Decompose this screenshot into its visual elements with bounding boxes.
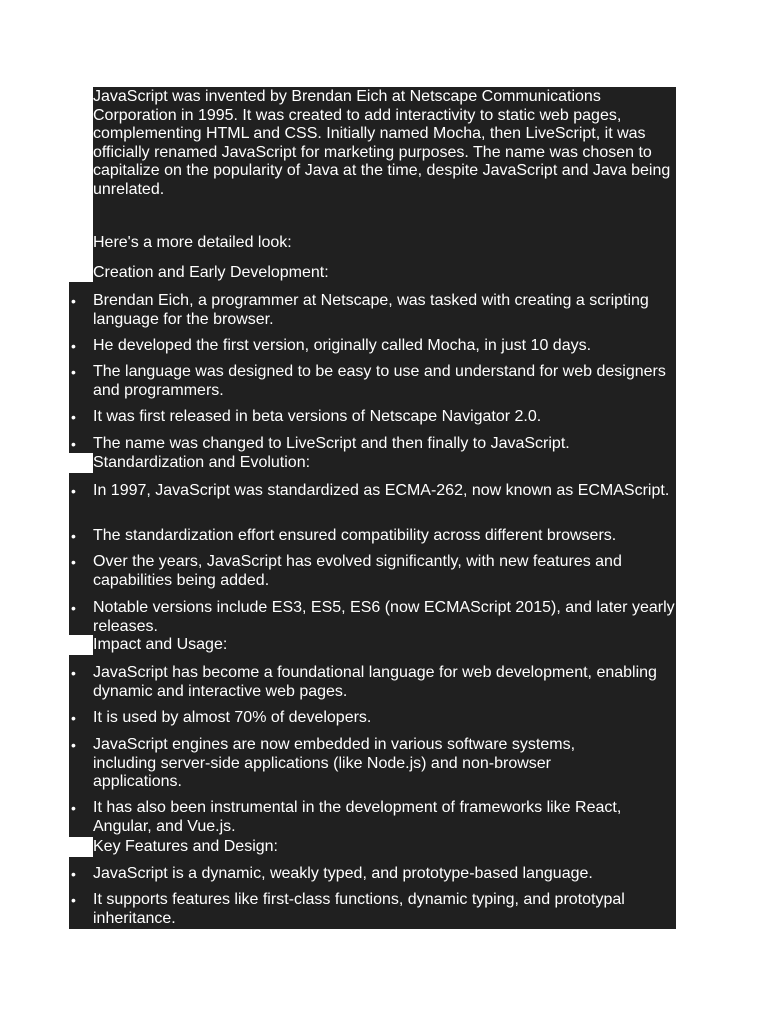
bullet-icon: • bbox=[71, 436, 76, 452]
bullet-icon: • bbox=[71, 710, 76, 726]
section-heading: Impact and Usage: bbox=[93, 636, 228, 653]
bullet-icon: • bbox=[71, 483, 76, 499]
bullet-icon: • bbox=[71, 554, 76, 570]
list-item: Notable versions include ES3, ES5, ES6 (now ECMAScript 2015), and later yearly releases. bbox=[93, 599, 675, 635]
list-item: He developed the first version, originally called Mocha, in just 10 days. bbox=[93, 337, 592, 354]
list-item: JavaScript is a dynamic, weakly typed, and prototype-based language. bbox=[93, 865, 593, 882]
bullet-icon: • bbox=[71, 293, 76, 309]
section-heading: Creation and Early Development: bbox=[93, 264, 329, 281]
list-item: JavaScript has become a foundational language for web development, enabling dynamic and interactive web pages. bbox=[93, 664, 657, 700]
list-item: It is used by almost 70% of developers. bbox=[93, 709, 372, 726]
bullet-icon: • bbox=[71, 364, 76, 380]
list-item: In 1997, JavaScript was standardized as ECMA-262, now known as ECMAScript. bbox=[93, 482, 670, 499]
bullet-icon: • bbox=[71, 338, 76, 354]
list-item: JavaScript engines are now embedded in various software systems, including server-side applications (like Node.js) and non-browser applications. bbox=[93, 736, 576, 790]
bullet-icon: • bbox=[71, 528, 76, 544]
list-item: The name was changed to LiveScript and then finally to JavaScript. bbox=[93, 435, 570, 452]
lead-text: Here's a more detailed look: bbox=[93, 234, 292, 251]
list-item: Over the years, JavaScript has evolved significantly, with new features and capabilities being added. bbox=[93, 553, 622, 589]
bullet-icon: • bbox=[71, 665, 76, 681]
bullet-icon: • bbox=[71, 892, 76, 908]
bullet-icon: • bbox=[71, 600, 76, 616]
bullet-icon: • bbox=[71, 866, 76, 882]
bullet-icon: • bbox=[71, 737, 76, 753]
list-item: It supports features like first-class functions, dynamic typing, and prototypal inheritance. bbox=[93, 891, 625, 927]
intro-paragraph: JavaScript was invented by Brendan Eich at Netscape Communications Corporation in 1995. It was created to add interactivity to static web pages, complementing HTML and CSS. Initially named Mocha, then LiveScript, it was officially renamed JavaScript for marketing purposes. The name was chosen to capitalize on the popularity of Java at the time, despite JavaScript and Java being unrelated. bbox=[93, 88, 671, 198]
bullet-icon: • bbox=[71, 409, 76, 425]
list-item: It has also been instrumental in the development of frameworks like React, Angular, and Vue.js. bbox=[93, 799, 622, 835]
section-heading: Standardization and Evolution: bbox=[93, 454, 311, 471]
section-heading: Key Features and Design: bbox=[93, 838, 278, 855]
list-item: The language was designed to be easy to use and understand for web designers and programmers. bbox=[93, 363, 666, 399]
list-item: The standardization effort ensured compatibility across different browsers. bbox=[93, 527, 617, 544]
bullet-icon: • bbox=[71, 800, 76, 816]
list-item: It was first released in beta versions of Netscape Navigator 2.0. bbox=[93, 408, 542, 425]
list-item: Brendan Eich, a programmer at Netscape, was tasked with creating a scripting language for the browser. bbox=[93, 292, 649, 328]
